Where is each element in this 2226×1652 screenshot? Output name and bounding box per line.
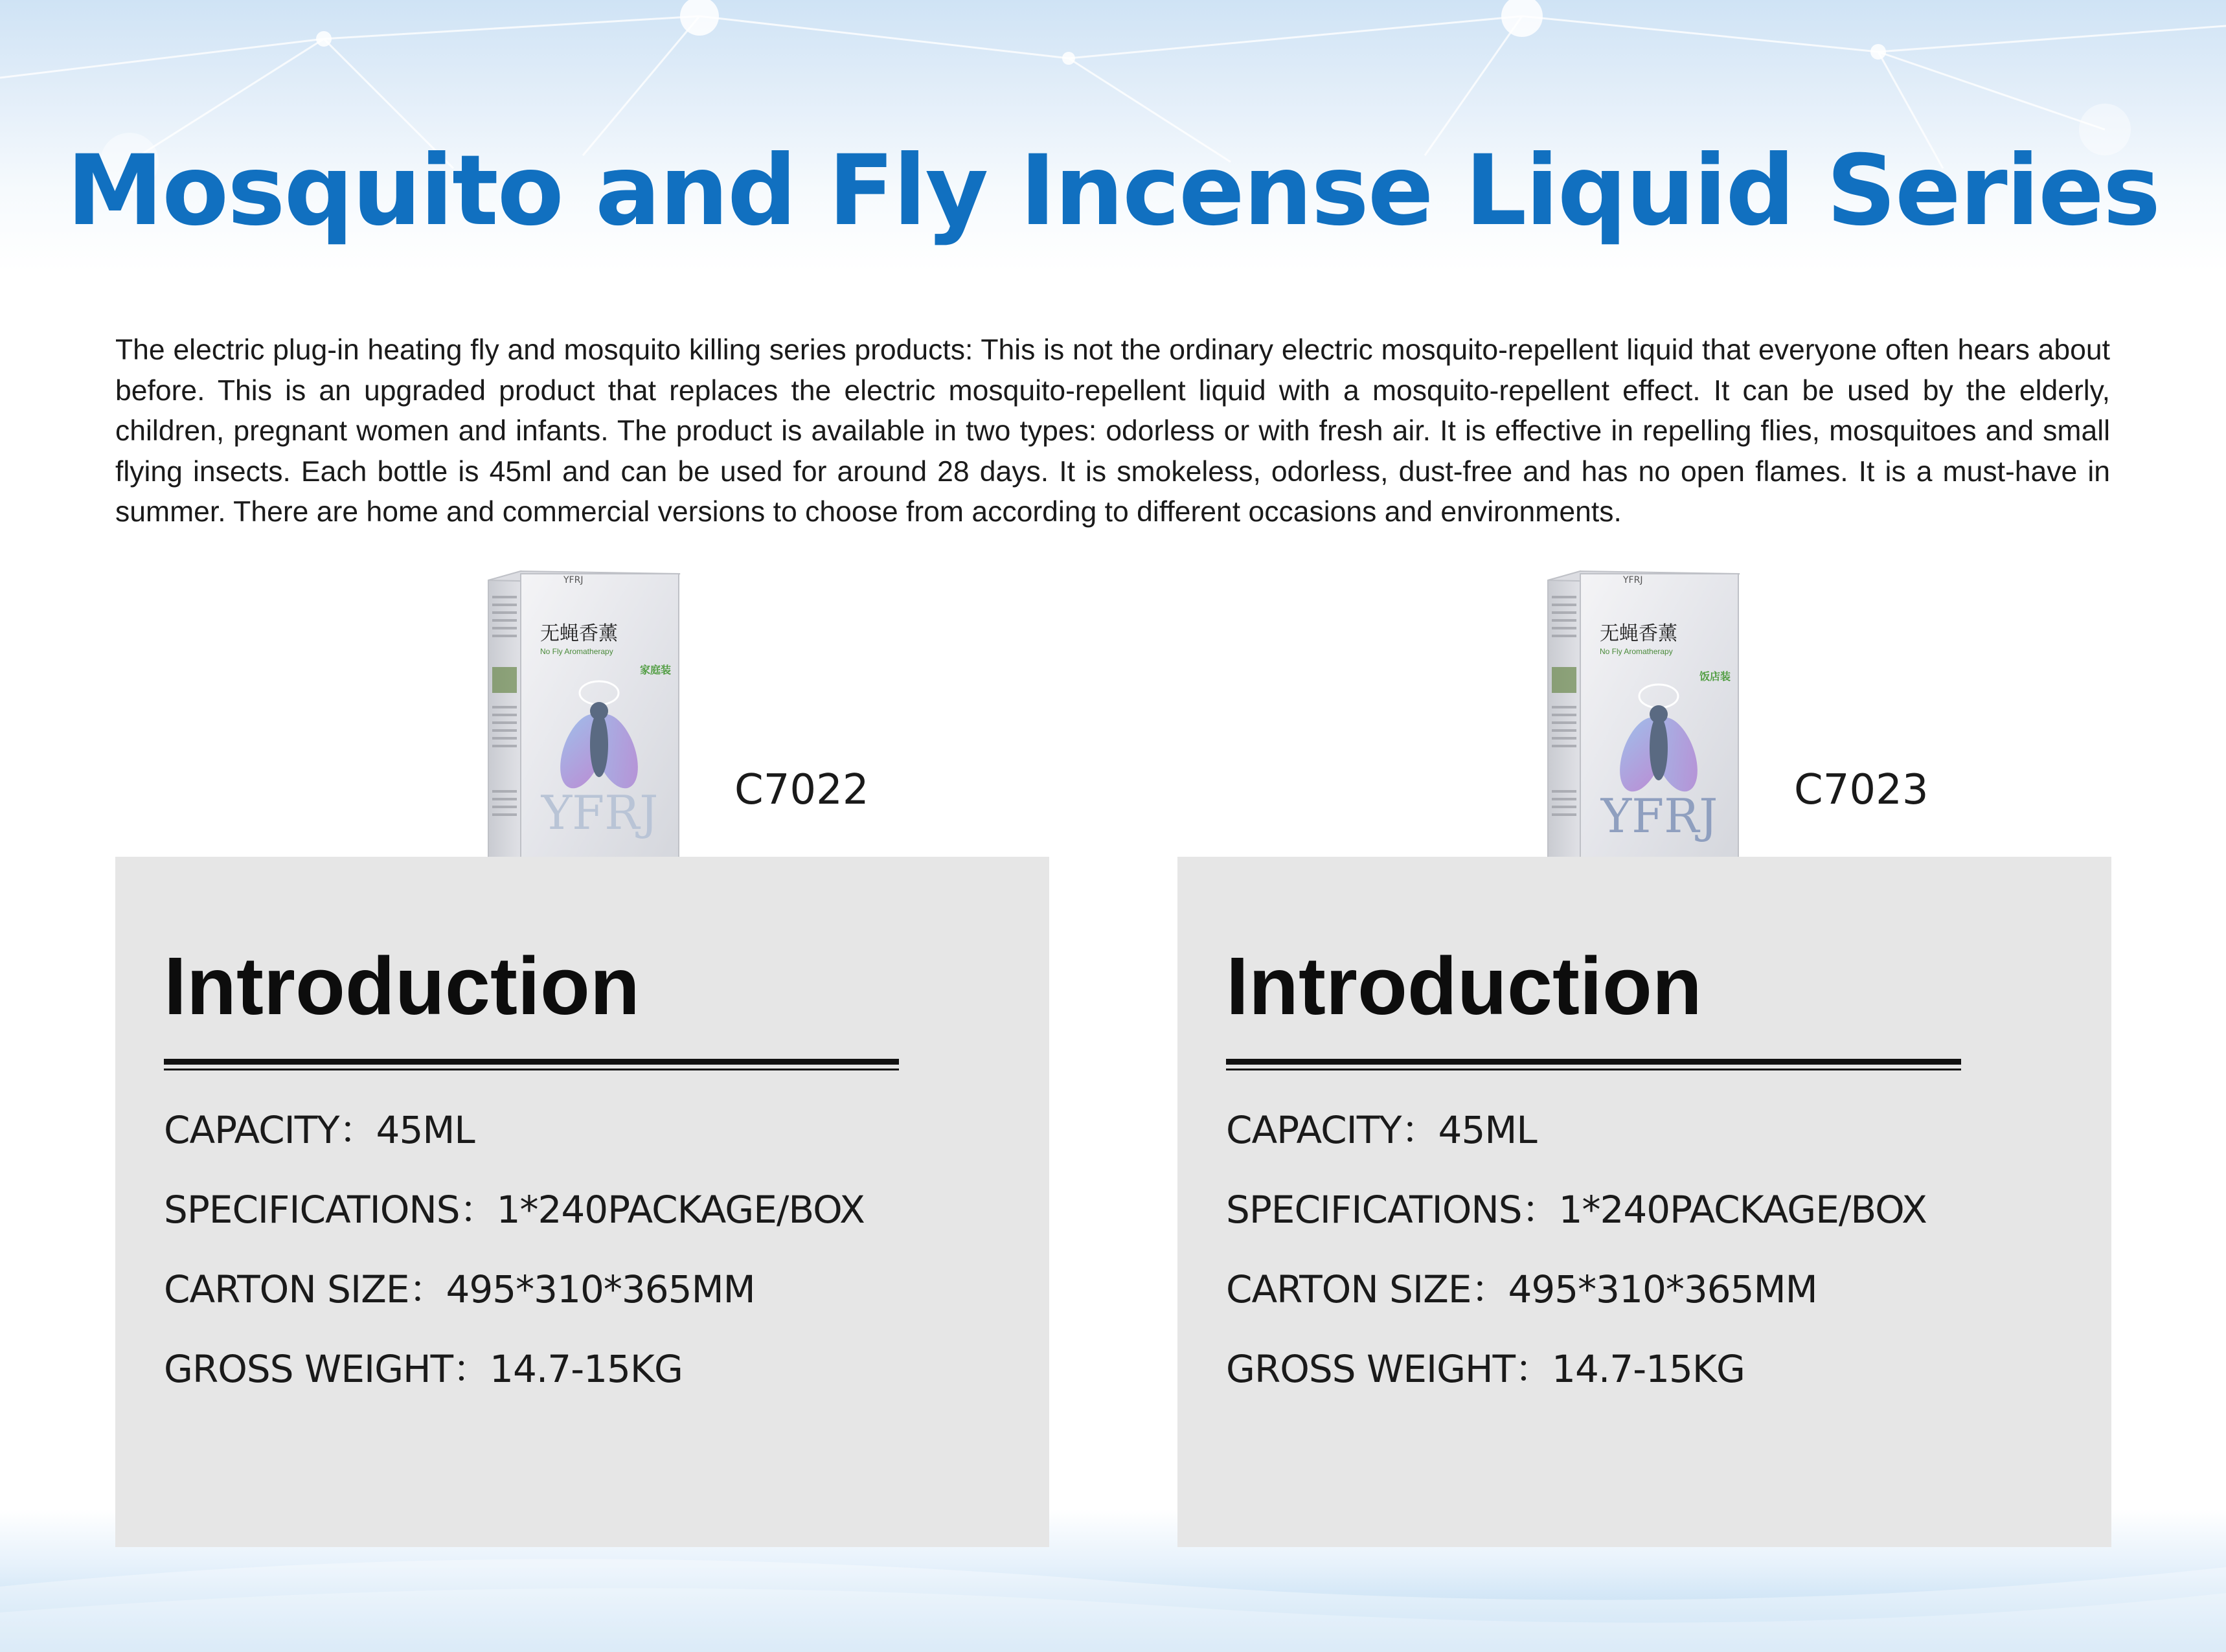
product-model-number: C7023 <box>1794 766 1929 814</box>
product-box-image <box>486 570 693 881</box>
product-model-number: C7022 <box>734 766 869 814</box>
spec-specifications: SPECIFICATIONS：1*240PACKAGE/BOX <box>1226 1188 1927 1232</box>
spec-gross-weight: GROSS WEIGHT：14.7-15KG <box>164 1347 683 1391</box>
svg-text:No Fly Aromatherapy: No Fly Aromatherapy <box>1600 647 1673 656</box>
heading-divider <box>1226 1059 1961 1065</box>
heading-divider-thin <box>1226 1069 1961 1070</box>
spec-carton-size: CARTON SIZE：495*310*365MM <box>164 1267 755 1311</box>
heading-divider <box>164 1059 899 1065</box>
svg-text:YFRJ: YFRJ <box>563 575 584 585</box>
spec-carton-size: CARTON SIZE：495*310*365MM <box>1226 1267 1817 1311</box>
product-intro-card <box>1177 857 2111 1547</box>
spec-specifications: SPECIFICATIONS：1*240PACKAGE/BOX <box>164 1188 865 1232</box>
product-intro-card <box>115 857 1049 1547</box>
svg-text:YFRJ: YFRJ <box>1600 789 1718 843</box>
svg-text:家庭装: 家庭装 <box>640 664 672 676</box>
description-paragraph: The electric plug-in heating fly and mosquito killing series products: This is not the ordinary electric mosquito-repellent liquid that everyone often hears about before. This is an upgraded product that replaces the electric mosquito-repellent liquid with a mosquito-repellent effect. It can be used by the elderly, children, pregnant women and infants. The product is available in two types: odorless or with fresh air. It is effective in repelling flies, mosquitoes and small flying insects. Each bottle is 45ml and can be used for around 28 days. It is smokeless, odorless, dust-free and has no open flames. It is a must-have in summer. There are home and commercial versions to choose from according to different occasions and environments. <box>115 334 2110 528</box>
svg-text:No Fly Aromatherapy: No Fly Aromatherapy <box>540 647 613 656</box>
card-heading: Introduction <box>164 940 640 1032</box>
spec-capacity: CAPACITY：45ML <box>164 1108 475 1152</box>
product-box <box>1545 570 1753 881</box>
svg-text:饭店装: 饭店装 <box>1699 670 1731 683</box>
svg-text:无蝇香薰: 无蝇香薰 <box>540 622 618 645</box>
svg-text:YFRJ: YFRJ <box>1623 575 1643 585</box>
product-box-image <box>1545 570 1753 881</box>
svg-text:YFRJ: YFRJ <box>541 786 659 840</box>
svg-text:无蝇香薰: 无蝇香薰 <box>1600 622 1677 645</box>
page-title: Mosquito and Fly Incense Liquid Series <box>66 135 2160 247</box>
heading-divider-thin <box>164 1069 899 1070</box>
spec-gross-weight: GROSS WEIGHT：14.7-15KG <box>1226 1347 1745 1391</box>
spec-capacity: CAPACITY：45ML <box>1226 1108 1537 1152</box>
product-box <box>486 570 693 881</box>
card-heading: Introduction <box>1226 940 1702 1032</box>
